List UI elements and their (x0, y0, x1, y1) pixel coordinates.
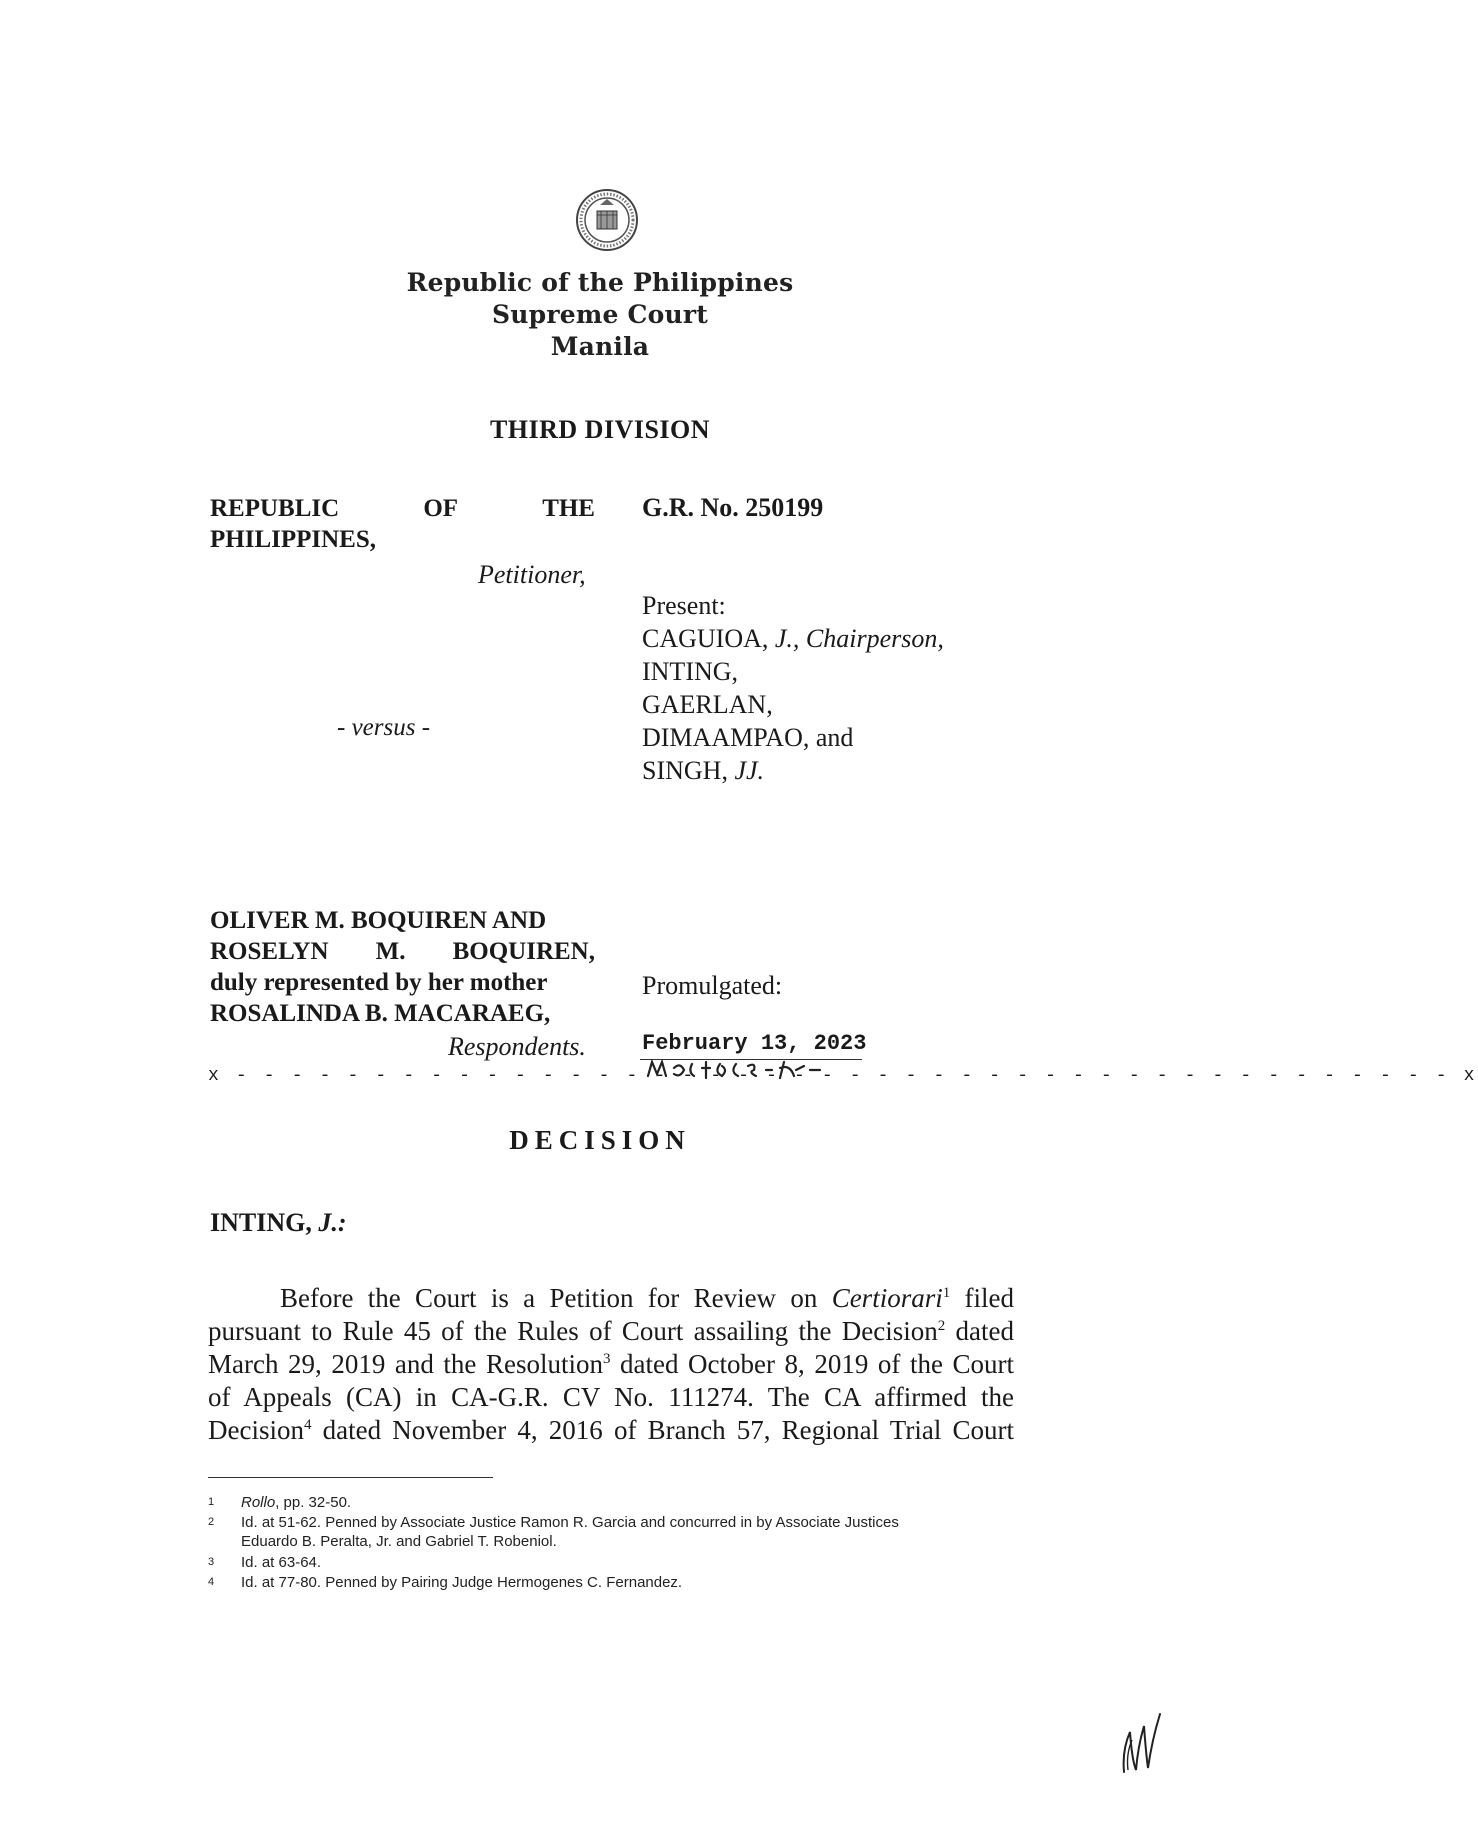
footnote-1: 1 Rollo, pp. 32-50. (208, 1494, 352, 1511)
versus-label: - versus - (337, 714, 431, 741)
body-line: Decision$^4$ dated November 4, 2016 of Branch 57, Regional Trial Court (208, 1415, 1014, 1445)
petitioner-line-1: REPUBLIC OF THE (210, 495, 595, 522)
body-line: March 29, 2019 and the Resolution$^3$ dated October 8, 2019 of the Court (208, 1349, 1014, 1379)
respondent-line-2: ROSELYN M. BOQUIREN, (210, 938, 595, 965)
present-label: Present: (642, 591, 726, 620)
supreme-court-seal-icon (574, 185, 640, 259)
justice-gaerlan: GAERLAN, (642, 690, 773, 719)
petitioner-role: Petitioner, (478, 560, 586, 589)
respondent-names (210, 905, 595, 1029)
footnote-2: 2 Id. at 51-62. Penned by Associate Justice Ramon R. Garcia and concurred in by Associate Justices Eduardo B. Peralta, Jr. and Gabriel T. Robeniol. (208, 1514, 899, 1550)
footnote-divider (208, 1477, 493, 1478)
footnote-4: 4 Id. at 77-80. Penned by Pairing Judge Hermogenes C. Fernandez. (208, 1574, 683, 1591)
division-heading: THIRD DIVISION (489, 415, 711, 444)
petitioner-name (210, 493, 595, 555)
promulgated-date: February 13, 2023 (642, 1031, 867, 1056)
body-line: of Appeals (CA) in CA-G.R. CV No. 111274. The CA affirmed the (208, 1382, 1014, 1412)
decision-body (208, 1282, 1014, 1447)
body-line: Before the Court is a Petition for Review on Certiorari$^1$ filed (280, 1283, 1015, 1313)
letterhead-republic: Republic of the Philippines (406, 268, 794, 297)
present-justices (642, 589, 944, 787)
justice-singh: SINGH, JJ. (642, 756, 765, 785)
justice-dimaampao: DIMAAMPAO, and (642, 723, 854, 752)
petitioner-line-2: PHILIPPINES, (210, 526, 377, 553)
caption-separator: x - - - - - - - - - - - - - - - - - - - - - - - - - - - - - - - - - - - - - - - - - - - - x (208, 1066, 1478, 1086)
letterhead-manila: Manila (550, 332, 650, 361)
respondent-line-3: duly represented by her mother (210, 969, 548, 996)
decision-title: DECISION (509, 1125, 691, 1155)
ponente-heading: INTING, J.: (210, 1208, 347, 1237)
justice-caguioa: CAGUIOA, J., Chairperson, (642, 624, 944, 653)
case-number: G.R. No. 250199 (642, 493, 824, 522)
footnote-3: 3 Id. at 63-64. (208, 1554, 322, 1571)
respondent-line-4: ROSALINDA B. MACARAEG, (210, 1000, 551, 1027)
respondent-role: Respondents. (448, 1032, 586, 1061)
respondent-line-1: OLIVER M. BOQUIREN AND (210, 907, 547, 934)
letterhead-supreme-court: Supreme Court (492, 300, 708, 329)
promulgated-label: Promulgated: (642, 971, 783, 1000)
initials-signature-icon (1118, 1710, 1164, 1776)
justice-inting: INTING, (642, 657, 739, 686)
body-line: pursuant to Rule 45 of the Rules of Court assailing the Decision$^2$ dated (208, 1316, 1014, 1346)
